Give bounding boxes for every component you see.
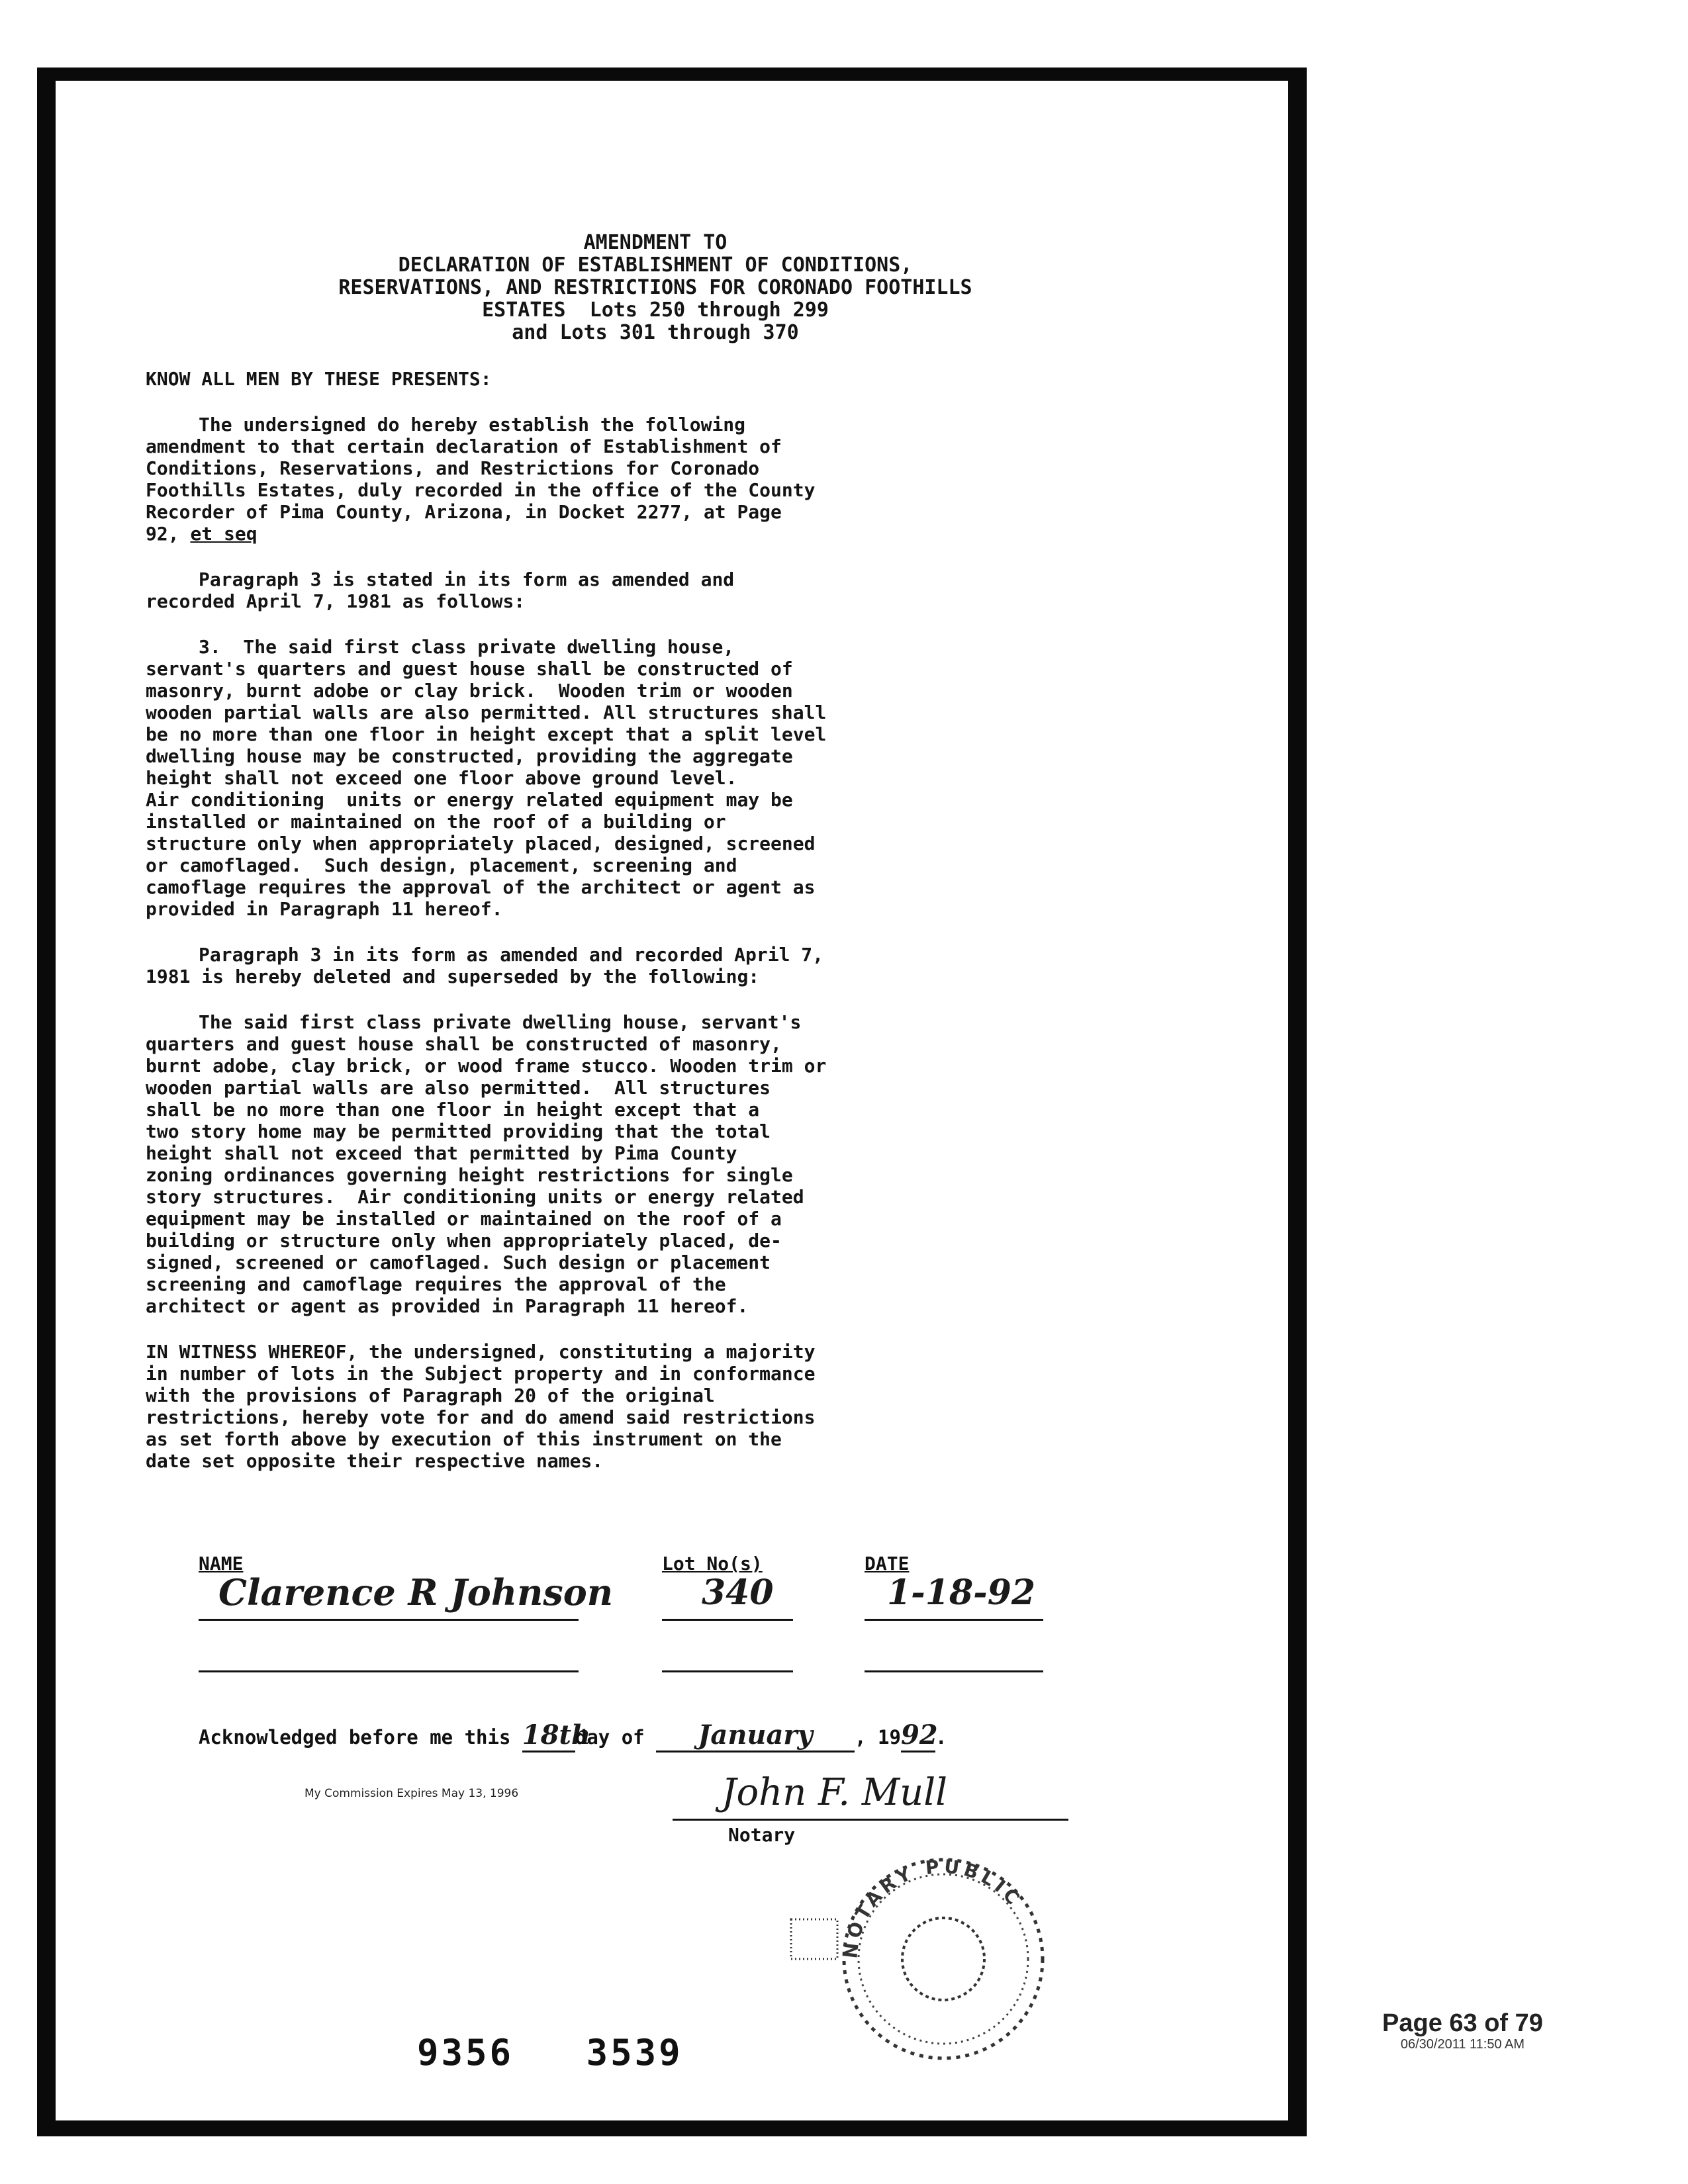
text-line: date set opposite their respective names. [146,1450,604,1472]
text-line: recorded April 7, 1981 as follows: [146,590,526,612]
title-line: DECLARATION OF ESTABLISHMENT OF CONDITIONS, [398,253,913,277]
text-line: equipment may be installed or maintained on the roof of a [146,1208,782,1230]
text-line: building or structure only when appropriately placed, de- [146,1230,782,1251]
title-line: and Lots 301 through 370 [512,321,799,344]
text-line: restrictions, hereby vote for and do amend said restrictions [146,1406,816,1428]
text-line: Paragraph 3 in its form as amended and recorded April 7, [199,944,824,966]
paragraph-superseded [146,944,1125,987]
ack-year-prefix: , 19 [855,1726,901,1749]
text-line: The undersigned do hereby establish the following [199,414,746,435]
text-line: Recorder of Pima County, Arizona, in Docket 2277, at Page [146,501,782,523]
underlined-text: et seq [190,523,258,545]
owner-signature: Clarence R Johnson [218,1571,614,1614]
paragraph-witness [146,1341,1125,1472]
paragraph-3-original [146,636,1125,920]
text-line: burnt adobe, clay brick, or wood frame stucco. Wooden trim or [146,1055,827,1077]
docket-page-number: 9356 3539 [417,2032,683,2073]
text-line: architect or agent as provided in Paragraph 11 hereof. [146,1295,749,1317]
text-line: screening and camoflage requires the approval of the [146,1273,726,1295]
text-line: or camoflaged. Such design, placement, screening and [146,854,737,876]
text-line: wooden partial walls are also permitted. All structures [146,1077,771,1099]
ack-year-blank [900,1719,938,1752]
notary-signature: John F. Mull [722,1771,948,1814]
text-line: shall be no more than one floor in height except that a [146,1099,760,1120]
text-line: quarters and guest house shall be constructed of masonry, [146,1033,782,1055]
title-line: AMENDMENT TO [583,231,727,254]
ack-month: January [698,1719,813,1751]
lot-line [662,1670,793,1672]
lot-number-value: 340 [702,1572,774,1613]
text-line: Paragraph 3 is stated in its form as amended and [199,569,735,590]
ack-day-of: day of [575,1726,645,1749]
page-number: Page 63 of 79 [1382,2009,1543,2037]
ack-day-blank [522,1719,591,1752]
text-line: story structures. Air conditioning units or energy related [146,1186,804,1208]
signature-date-value: 1-18-92 [887,1572,1036,1613]
text-line: Air conditioning units or energy related equipment may be [146,789,793,811]
ack-prefix: Acknowledged before me this [199,1726,511,1749]
text-line: in number of lots in the Subject property and in conformance [146,1363,816,1385]
text-line: installed or maintained on the roof of a building or [146,811,726,833]
paragraph-stated [146,569,1125,612]
text-line: dwelling house may be constructed, providing the aggregate [146,745,793,767]
paragraph-establish [146,414,1125,545]
ack-month-blank [656,1719,855,1752]
title-line: ESTATES Lots 250 through 299 [482,298,829,322]
date-line [865,1670,1043,1672]
text-line: amendment to that certain declaration of Establishment of [146,435,782,457]
text-line: signed, screened or camoflaged. Such design or placement [146,1251,771,1273]
text-line: height shall not exceed that permitted by Pima County [146,1142,737,1164]
text-line: wooden partial walls are also permitted. All structures shall [146,702,827,723]
text-line: with the provisions of Paragraph 20 of the original [146,1385,715,1406]
commission-expiry: My Commission Expires May 13, 1996 [305,1787,519,1800]
ack-end: . [935,1726,947,1749]
notary-label: Notary [728,1824,796,1846]
acknowledgement-line [199,1719,1125,1752]
text-line: provided in Paragraph 11 hereof. [146,898,503,920]
text-line: structure only when appropriately placed, designed, screened [146,833,816,854]
text-line: zoning ordinances governing height restrictions for single [146,1164,793,1186]
text-line: Foothills Estates, duly recorded in the office of the County [146,479,816,501]
lot-column-header: Lot No(s) [662,1553,763,1574]
text-line: The said first class private dwelling house, servant's [199,1011,802,1033]
text-line: IN WITNESS WHEREOF, the undersigned, constituting a majority [146,1341,816,1363]
name-column-header: NAME [199,1553,244,1574]
lot-line [662,1619,793,1621]
svg-text:NOTARY PUBLIC [839,1855,1026,1959]
text-line: Conditions, Reservations, and Restrictions for Coronado [146,457,760,479]
text-line [146,523,1125,545]
document-body [146,232,1125,1496]
ack-day: 18th [522,1719,591,1751]
text-line: servant's quarters and guest house shall be constructed of [146,658,793,680]
text-line: height shall not exceed one floor above ground level. [146,767,737,789]
ack-year: 92 [900,1719,938,1751]
text-line: as set forth above by execution of this instrument on the [146,1428,782,1450]
text-line: be no more than one floor in height except that a split level [146,723,827,745]
text-fragment: 92, [146,523,191,545]
text-line: camoflage requires the approval of the architect or agent as [146,876,816,898]
notary-signature-line [673,1819,1068,1821]
page-info [1382,2009,1543,2052]
text-line: two story home may be permitted providing that the total [146,1120,771,1142]
signature-line [199,1619,579,1621]
signature-line [199,1670,579,1672]
page-timestamp: 06/30/2011 11:50 AM [1400,2037,1525,2052]
date-column-header: DATE [865,1553,910,1574]
signature-table [199,1553,1139,1685]
text-line: masonry, burnt adobe or clay brick. Wooden trim or wooden [146,680,793,702]
date-line [865,1619,1043,1621]
notary-seal-stamp [784,1833,1076,2065]
title-line: RESERVATIONS, AND RESTRICTIONS FOR CORONADO FOOTHILLS [338,276,972,299]
seal-text: NOTARY PUBLIC [839,1855,1027,1960]
text-line: 3. The said first class private dwelling house, [199,636,735,658]
preamble-heading: KNOW ALL MEN BY THESE PRESENTS: [146,368,492,390]
paragraph-3-amended [146,1011,1125,1317]
text-line: 1981 is hereby deleted and superseded by the following: [146,966,760,987]
document-title [146,232,1125,344]
